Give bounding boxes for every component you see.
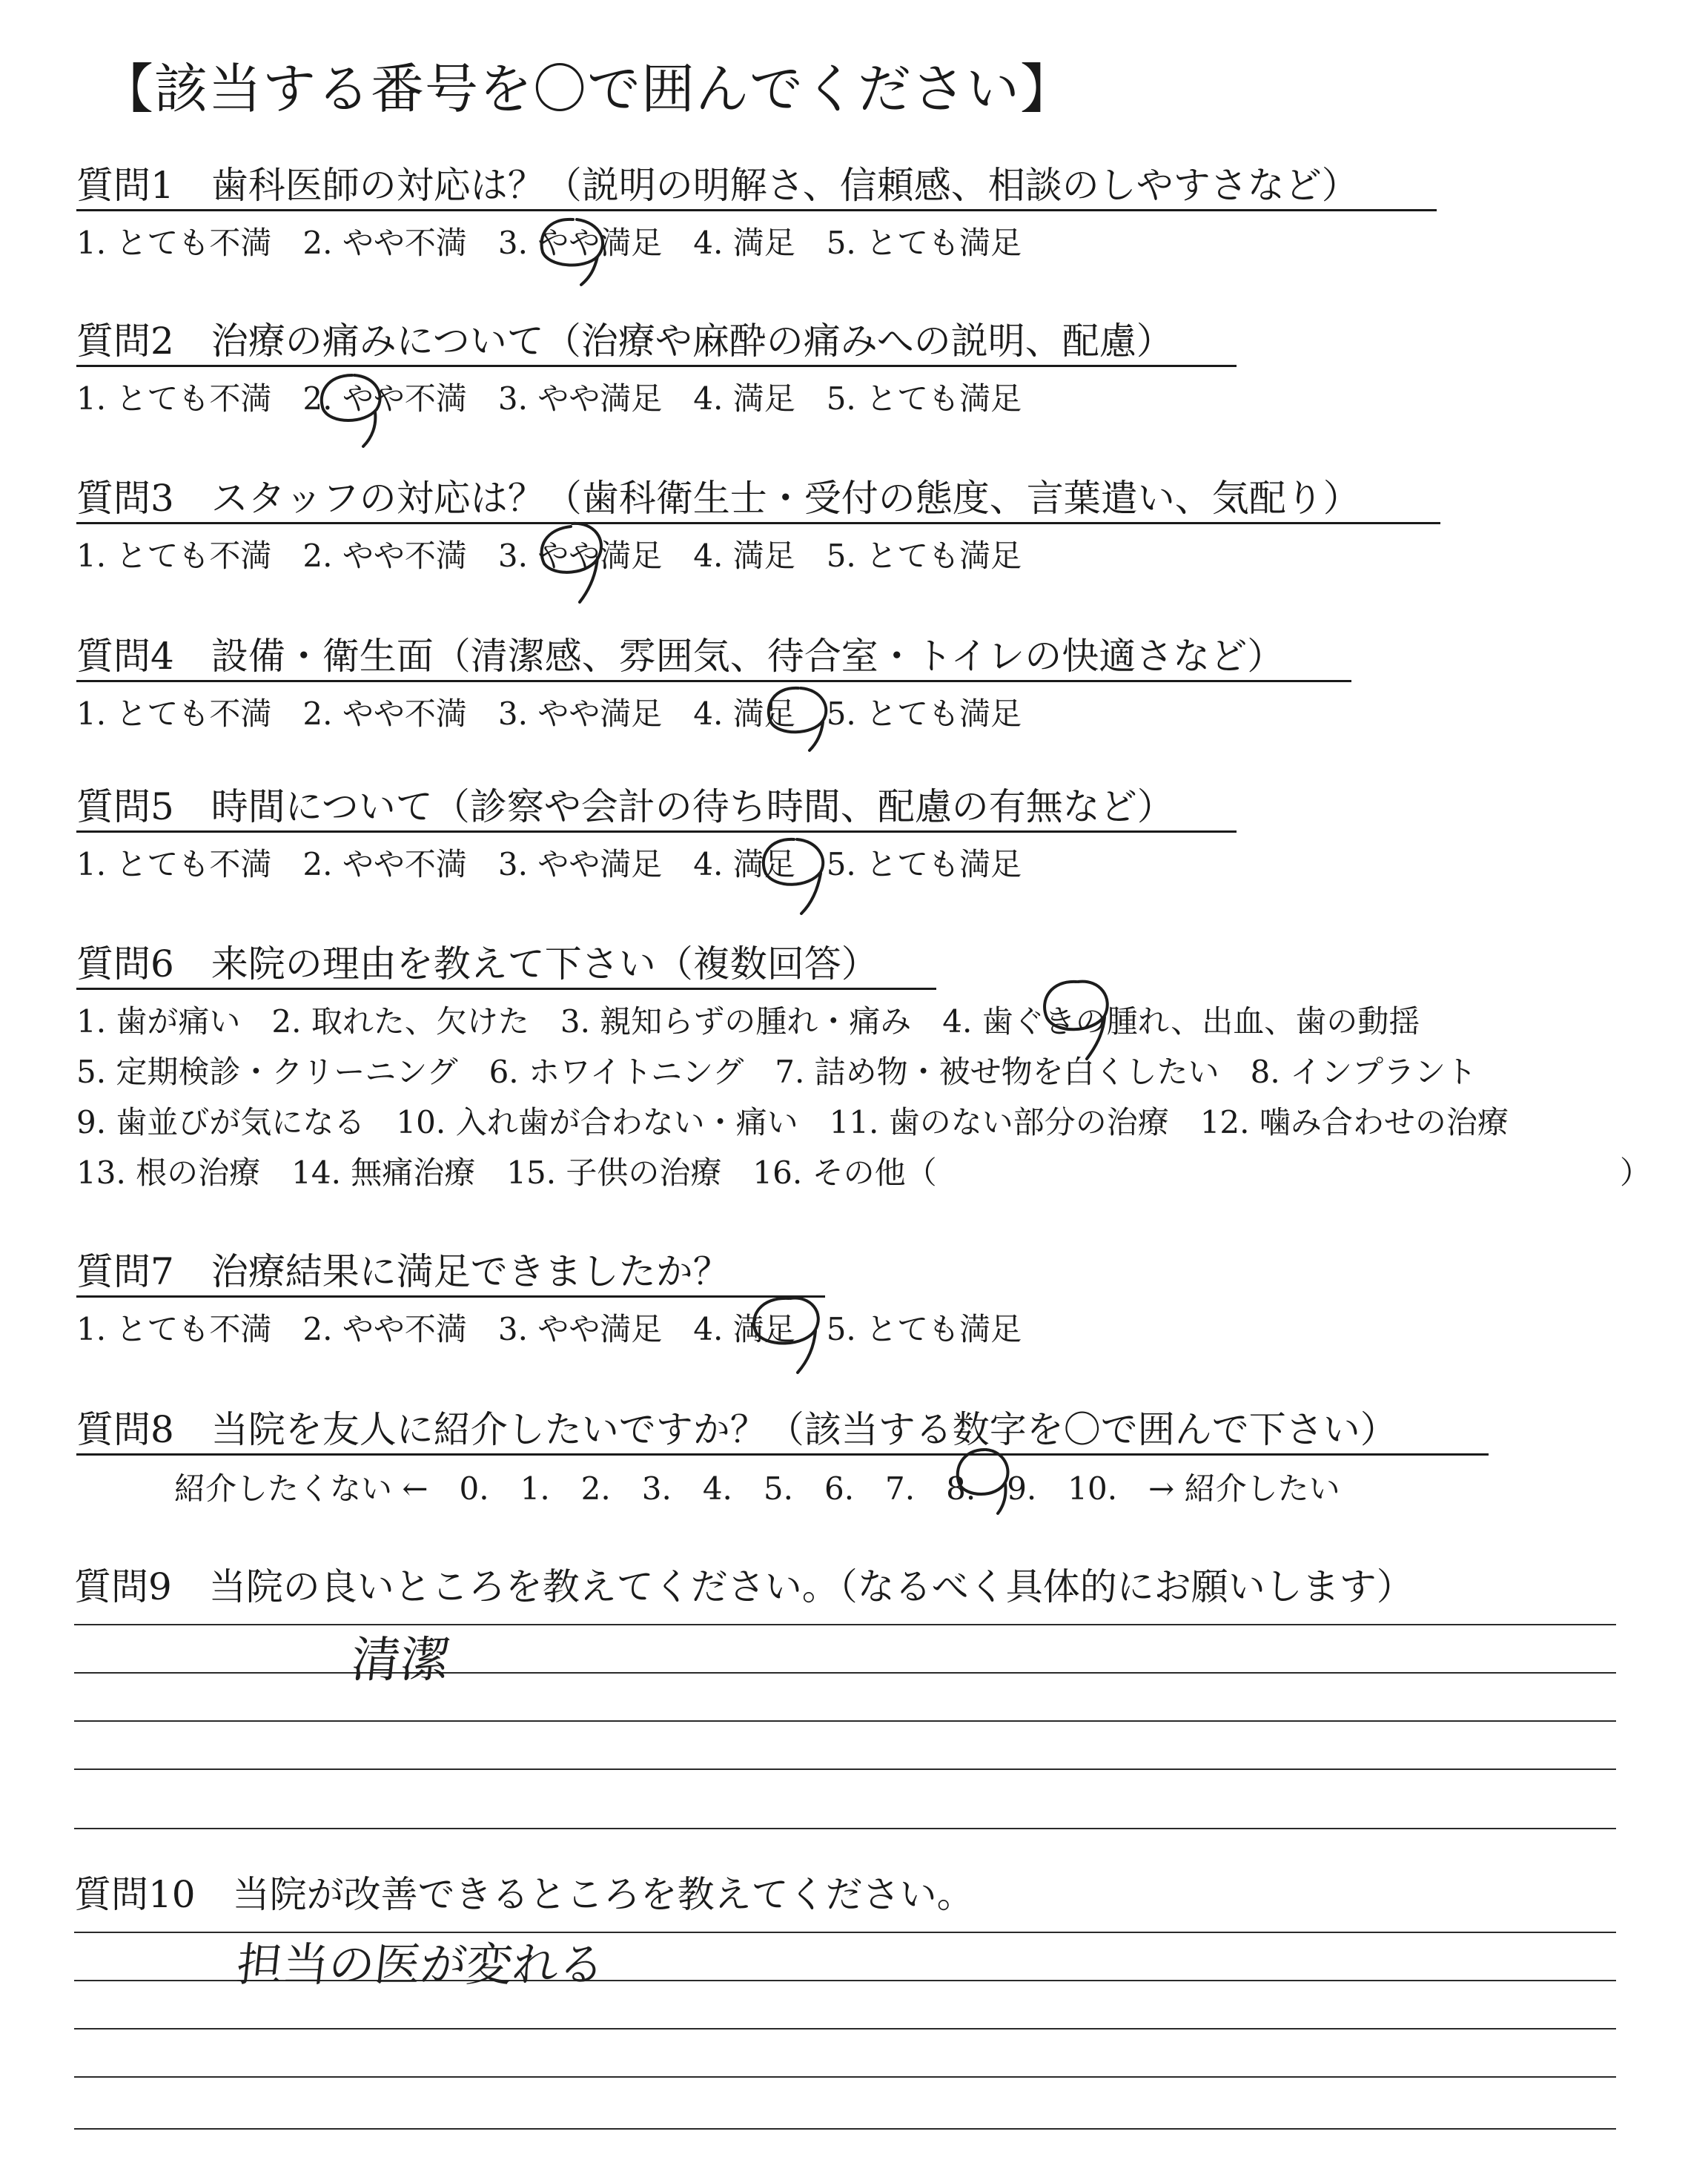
question-9-answer-line: [74, 1768, 1616, 1770]
question-8-selection-circle: [947, 1442, 1022, 1520]
question-1-selection-circle: [532, 214, 614, 288]
question-9-answer-line: [74, 1672, 1616, 1674]
question-3-selection-circle: [528, 512, 617, 608]
question-6-underline: [76, 988, 936, 990]
question-9-answer-line: [74, 1828, 1616, 1829]
question-9-answer-line: [74, 1720, 1616, 1722]
question-7-underline: [76, 1295, 825, 1298]
question-10-handwritten-answer[interactable]: 担当の医が変れる: [234, 1938, 608, 1992]
question-6-label: 質問6 来院の理由を教えて下さい（複数回答）: [76, 942, 878, 985]
question-10-answer-line: [74, 2076, 1616, 2078]
question-10-label: 質問10 当院が改善できるところを教えてください。: [74, 1873, 974, 1916]
question-2-options[interactable]: 1. とても不満 2. やや不満 3. やや満足 4. 満足 5. とても満足: [76, 380, 1022, 417]
question-1-options[interactable]: 1. とても不満 2. やや不満 3. やや満足 4. 満足 5. とても満足: [76, 225, 1022, 261]
question-4-options[interactable]: 1. とても不満 2. やや不満 3. やや満足 4. 満足 5. とても満足: [76, 696, 1022, 732]
question-9-handwritten-answer[interactable]: 清潔: [348, 1631, 453, 1688]
question-9-label: 質問9 当院の良いところを教えてください。（なるべく具体的にお願いします）: [74, 1565, 1414, 1608]
question-3-label: 質問3 スタッフの対応は？（歯科衛生士・受付の態度、言葉遣い、気配り）: [76, 477, 1360, 520]
question-5-options[interactable]: 1. とても不満 2. やや不満 3. やや満足 4. 満足 5. とても満足: [76, 846, 1022, 882]
question-5-label: 質問5 時間について（診察や会計の待ち時間、配慮の有無など）: [76, 785, 1174, 828]
question-2-selection-circle: [311, 369, 393, 451]
question-7-label: 質問7 治療結果に満足できましたか？: [76, 1250, 730, 1293]
question-8-scale[interactable]: 紹介したくない ← 0. 1. 2. 3. 4. 5. 6. 7. 8. 9. 10. → 紹介したい: [174, 1470, 1340, 1507]
question-7-options[interactable]: 1. とても不満 2. やや不満 3. やや満足 4. 満足 5. とても満足: [76, 1311, 1022, 1347]
question-3-options[interactable]: 1. とても不満 2. やや不満 3. やや満足 4. 満足 5. とても満足: [76, 538, 1022, 574]
question-2-underline: [76, 365, 1237, 367]
question-1-underline: [76, 209, 1437, 211]
question-6-options-line-1[interactable]: 1. 歯が痛い 2. 取れた、欠けた 3. 親知らずの腫れ・痛み 4. 歯ぐきの腫れ、出血、歯の動揺: [76, 1003, 1420, 1040]
question-6-options-line-3[interactable]: 9. 歯並びが気になる 10. 入れ歯が合わない・痛い 11. 歯のない部分の治療 12. 噛み合わせの治療: [76, 1104, 1509, 1140]
question-4-underline: [76, 680, 1351, 682]
question-4-selection-circle: [758, 681, 839, 755]
question-7-selection-circle: [741, 1287, 838, 1383]
question-5-underline: [76, 830, 1237, 833]
question-6-options-line-2[interactable]: 5. 定期検診・クリーニング 6. ホワイトニング 7. 詰め物・被せ物を白くしたい 8. インプラント: [76, 1054, 1477, 1090]
question-9-answer-line: [74, 1624, 1616, 1625]
question-6-selection-circle: [1032, 971, 1121, 1068]
question-6-options-line-4[interactable]: 13. 根の治療 14. 無痛治療 15. 子供の治療 16. その他（: [76, 1155, 937, 1191]
question-2-label: 質問2 治療の痛みについて（治療や麻酔の痛みへの説明、配慮）: [76, 320, 1174, 363]
question-6-other-close-paren: ）: [1620, 1155, 1652, 1191]
question-4-label: 質問4 設備・衛生面（清潔感、雰囲気、待合室・トイレの快適さなど）: [76, 635, 1285, 678]
question-8-underline: [76, 1453, 1489, 1456]
question-3-underline: [76, 522, 1440, 524]
form-title: 【該当する番号を〇で囲んでください】: [100, 58, 1075, 120]
question-5-selection-circle: [752, 830, 838, 919]
question-8-label: 質問8 当院を友人に紹介したいですか？（該当する数字を〇で囲んで下さい）: [76, 1408, 1397, 1451]
question-1-label: 質問1 歯科医師の対応は？（説明の明解さ、信頼感、相談のしやすさなど）: [76, 164, 1359, 207]
question-10-answer-line: [74, 2128, 1616, 2130]
question-10-answer-line: [74, 2028, 1616, 2029]
